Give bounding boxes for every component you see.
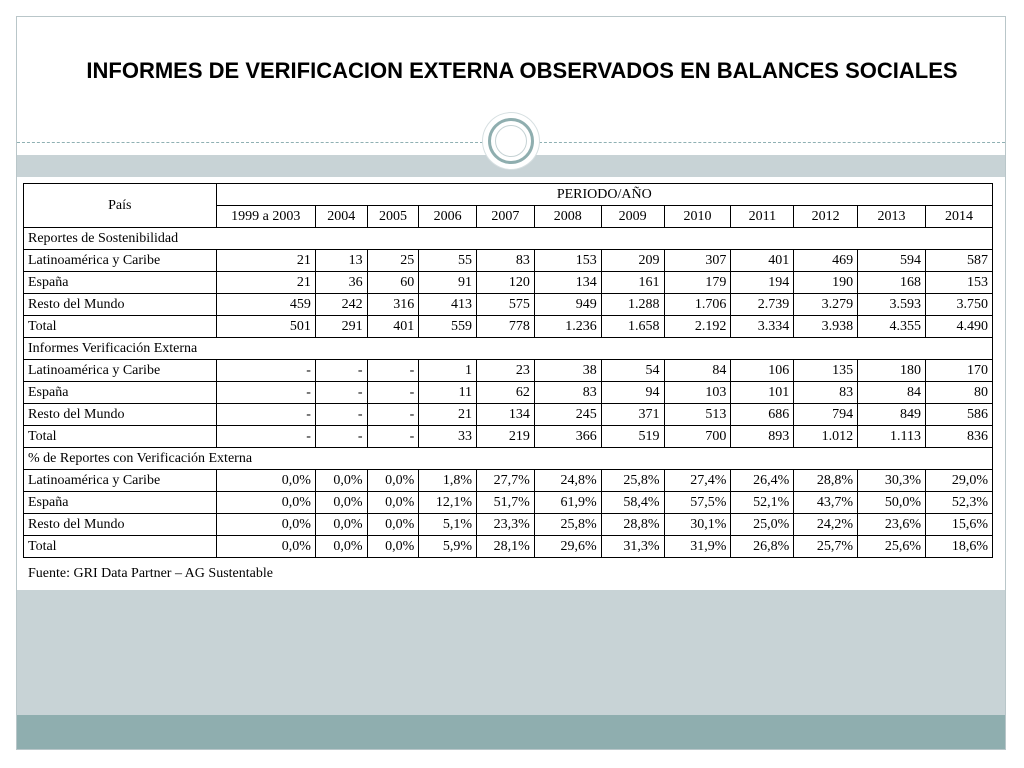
table-cell: 153 bbox=[926, 272, 993, 294]
country-column-header: País bbox=[24, 184, 217, 228]
row-label: Resto del Mundo bbox=[24, 294, 217, 316]
table-cell: 84 bbox=[858, 382, 926, 404]
table-cell: 194 bbox=[731, 272, 794, 294]
table-cell: 31,9% bbox=[664, 536, 731, 558]
table-cell: 91 bbox=[419, 272, 477, 294]
table-cell: 501 bbox=[216, 316, 315, 338]
table-cell: 180 bbox=[858, 360, 926, 382]
section-row bbox=[24, 448, 993, 470]
year-header: 2009 bbox=[601, 206, 664, 228]
table-cell: 0,0% bbox=[367, 470, 419, 492]
data-table bbox=[23, 183, 993, 558]
table-cell: 61,9% bbox=[534, 492, 601, 514]
table-cell: 1.288 bbox=[601, 294, 664, 316]
table-cell: 18,6% bbox=[926, 536, 993, 558]
table-cell: 52,1% bbox=[731, 492, 794, 514]
table-cell: 43,7% bbox=[794, 492, 858, 514]
section-row bbox=[24, 228, 993, 250]
table-cell: 29,0% bbox=[926, 470, 993, 492]
header-row-period bbox=[24, 184, 993, 206]
table-cell: 3.750 bbox=[926, 294, 993, 316]
table-cell: 0,0% bbox=[367, 492, 419, 514]
table-cell: 5,9% bbox=[419, 536, 477, 558]
table-cell: 949 bbox=[534, 294, 601, 316]
table-cell: 21 bbox=[216, 272, 315, 294]
year-header: 2008 bbox=[534, 206, 601, 228]
section-title: Informes Verificación Externa bbox=[24, 338, 993, 360]
table-cell: 3.593 bbox=[858, 294, 926, 316]
table-row bbox=[24, 316, 993, 338]
table-cell: 0,0% bbox=[315, 514, 367, 536]
year-header: 2012 bbox=[794, 206, 858, 228]
row-label: Total bbox=[24, 536, 217, 558]
table-cell: 26,8% bbox=[731, 536, 794, 558]
table-cell: 3.334 bbox=[731, 316, 794, 338]
table-cell: 11 bbox=[419, 382, 477, 404]
footer-band bbox=[17, 715, 1005, 749]
table-cell: - bbox=[315, 382, 367, 404]
lower-band bbox=[17, 590, 1005, 715]
table-cell: - bbox=[367, 360, 419, 382]
table-cell: 0,0% bbox=[315, 492, 367, 514]
row-label: España bbox=[24, 382, 217, 404]
table-cell: 50,0% bbox=[858, 492, 926, 514]
table-cell: 469 bbox=[794, 250, 858, 272]
table-cell: 161 bbox=[601, 272, 664, 294]
table-cell: - bbox=[216, 360, 315, 382]
table-cell: 27,7% bbox=[477, 470, 535, 492]
table-cell: 4.355 bbox=[858, 316, 926, 338]
table-cell: 23,6% bbox=[858, 514, 926, 536]
table-cell: 26,4% bbox=[731, 470, 794, 492]
table-cell: - bbox=[216, 404, 315, 426]
table-cell: - bbox=[315, 426, 367, 448]
table-cell: 15,6% bbox=[926, 514, 993, 536]
table-cell: 21 bbox=[216, 250, 315, 272]
table-cell: 371 bbox=[601, 404, 664, 426]
table-cell: - bbox=[315, 360, 367, 382]
table-cell: 25,0% bbox=[731, 514, 794, 536]
table-cell: 27,4% bbox=[664, 470, 731, 492]
table-cell: 25,6% bbox=[858, 536, 926, 558]
table-cell: 316 bbox=[367, 294, 419, 316]
table-cell: 25,7% bbox=[794, 536, 858, 558]
decorative-ring-icon bbox=[488, 118, 534, 164]
table-cell: 38 bbox=[534, 360, 601, 382]
table-cell: 134 bbox=[534, 272, 601, 294]
table-cell: 190 bbox=[794, 272, 858, 294]
table-cell: 594 bbox=[858, 250, 926, 272]
table-row bbox=[24, 404, 993, 426]
section-title: % de Reportes con Verificación Externa bbox=[24, 448, 993, 470]
section-row bbox=[24, 338, 993, 360]
table-cell: 2.192 bbox=[664, 316, 731, 338]
source-note: Fuente: GRI Data Partner – AG Sustentable bbox=[28, 566, 273, 581]
year-header: 1999 a 2003 bbox=[216, 206, 315, 228]
table-cell: 54 bbox=[601, 360, 664, 382]
table-cell: 0,0% bbox=[367, 536, 419, 558]
table-cell: 700 bbox=[664, 426, 731, 448]
table-cell: - bbox=[216, 382, 315, 404]
table-cell: 1.012 bbox=[794, 426, 858, 448]
table-cell: 52,3% bbox=[926, 492, 993, 514]
table-cell: 134 bbox=[477, 404, 535, 426]
table-cell: 55 bbox=[419, 250, 477, 272]
year-header: 2014 bbox=[926, 206, 993, 228]
section-title: Reportes de Sostenibilidad bbox=[24, 228, 993, 250]
table-cell: 23 bbox=[477, 360, 535, 382]
table-cell: 778 bbox=[477, 316, 535, 338]
table-cell: 57,5% bbox=[664, 492, 731, 514]
table-cell: 106 bbox=[731, 360, 794, 382]
row-label: Resto del Mundo bbox=[24, 514, 217, 536]
divider-line-left bbox=[17, 142, 483, 143]
table-row bbox=[24, 272, 993, 294]
row-label: España bbox=[24, 492, 217, 514]
table-cell: 0,0% bbox=[367, 514, 419, 536]
table-cell: 519 bbox=[601, 426, 664, 448]
row-label: Total bbox=[24, 316, 217, 338]
table-row bbox=[24, 514, 993, 536]
table-cell: 291 bbox=[315, 316, 367, 338]
table-cell: 24,2% bbox=[794, 514, 858, 536]
table-cell: 168 bbox=[858, 272, 926, 294]
table-cell: 245 bbox=[534, 404, 601, 426]
year-header: 2004 bbox=[315, 206, 367, 228]
period-header: PERIODO/AÑO bbox=[216, 184, 992, 206]
table-row bbox=[24, 250, 993, 272]
table-cell: 836 bbox=[926, 426, 993, 448]
table-cell: 0,0% bbox=[315, 536, 367, 558]
row-label: Latinoamérica y Caribe bbox=[24, 250, 217, 272]
table-cell: 413 bbox=[419, 294, 477, 316]
table-cell: 1.113 bbox=[858, 426, 926, 448]
table-cell: 101 bbox=[731, 382, 794, 404]
divider-line-right bbox=[539, 142, 1005, 143]
table-row bbox=[24, 426, 993, 448]
year-header: 2005 bbox=[367, 206, 419, 228]
table-cell: - bbox=[367, 382, 419, 404]
table-cell: 25 bbox=[367, 250, 419, 272]
table-cell: 5,1% bbox=[419, 514, 477, 536]
table-row bbox=[24, 294, 993, 316]
table-cell: 24,8% bbox=[534, 470, 601, 492]
table-cell: 686 bbox=[731, 404, 794, 426]
table-cell: 60 bbox=[367, 272, 419, 294]
row-label: Latinoamérica y Caribe bbox=[24, 470, 217, 492]
table-cell: 28,1% bbox=[477, 536, 535, 558]
table-cell: 31,3% bbox=[601, 536, 664, 558]
table-cell: 25,8% bbox=[534, 514, 601, 536]
table-cell: 2.739 bbox=[731, 294, 794, 316]
table-cell: 103 bbox=[664, 382, 731, 404]
table-cell: 0,0% bbox=[315, 470, 367, 492]
table-cell: 3.938 bbox=[794, 316, 858, 338]
table-cell: 242 bbox=[315, 294, 367, 316]
table-cell: 83 bbox=[534, 382, 601, 404]
table-cell: 587 bbox=[926, 250, 993, 272]
table-cell: 459 bbox=[216, 294, 315, 316]
table-cell: 3.279 bbox=[794, 294, 858, 316]
table-cell: 21 bbox=[419, 404, 477, 426]
table-cell: 94 bbox=[601, 382, 664, 404]
row-label: Latinoamérica y Caribe bbox=[24, 360, 217, 382]
table-cell: 575 bbox=[477, 294, 535, 316]
table-cell: 307 bbox=[664, 250, 731, 272]
table-cell: 28,8% bbox=[601, 514, 664, 536]
row-label: Resto del Mundo bbox=[24, 404, 217, 426]
slide-title-text: INFORMES DE VERIFICACION EXTERNA OBSERVADOS EN BALANCES SOCIALES bbox=[86, 58, 958, 83]
table-cell: 1.706 bbox=[664, 294, 731, 316]
table-cell: 179 bbox=[664, 272, 731, 294]
table-cell: 209 bbox=[601, 250, 664, 272]
table-row bbox=[24, 382, 993, 404]
table-cell: 28,8% bbox=[794, 470, 858, 492]
year-header: 2011 bbox=[731, 206, 794, 228]
table-cell: 0,0% bbox=[216, 514, 315, 536]
table-cell: 893 bbox=[731, 426, 794, 448]
table-row bbox=[24, 536, 993, 558]
table-cell: 219 bbox=[477, 426, 535, 448]
table-cell: 849 bbox=[858, 404, 926, 426]
table-cell: - bbox=[216, 426, 315, 448]
table-cell: 0,0% bbox=[216, 536, 315, 558]
table-cell: 83 bbox=[477, 250, 535, 272]
table-cell: 153 bbox=[534, 250, 601, 272]
table-cell: 0,0% bbox=[216, 470, 315, 492]
table-cell: 401 bbox=[367, 316, 419, 338]
table-cell: 84 bbox=[664, 360, 731, 382]
table-cell: 58,4% bbox=[601, 492, 664, 514]
year-header: 2006 bbox=[419, 206, 477, 228]
table-cell: 1 bbox=[419, 360, 477, 382]
table-cell: 120 bbox=[477, 272, 535, 294]
table-cell: 366 bbox=[534, 426, 601, 448]
table-cell: 170 bbox=[926, 360, 993, 382]
row-label: Total bbox=[24, 426, 217, 448]
table-panel bbox=[17, 177, 1005, 590]
year-header: 2013 bbox=[858, 206, 926, 228]
table-cell: 36 bbox=[315, 272, 367, 294]
table-cell: 401 bbox=[731, 250, 794, 272]
slide-title bbox=[0, 58, 1024, 84]
table-cell: 559 bbox=[419, 316, 477, 338]
table-cell: 794 bbox=[794, 404, 858, 426]
table-cell: 23,3% bbox=[477, 514, 535, 536]
year-header: 2010 bbox=[664, 206, 731, 228]
table-cell: 80 bbox=[926, 382, 993, 404]
table-cell: 51,7% bbox=[477, 492, 535, 514]
table-cell: 1.658 bbox=[601, 316, 664, 338]
table-cell: 30,1% bbox=[664, 514, 731, 536]
table-cell: 513 bbox=[664, 404, 731, 426]
table-row bbox=[24, 470, 993, 492]
table-cell: 30,3% bbox=[858, 470, 926, 492]
row-label: España bbox=[24, 272, 217, 294]
table-cell: 586 bbox=[926, 404, 993, 426]
table-cell: 83 bbox=[794, 382, 858, 404]
table-cell: 12,1% bbox=[419, 492, 477, 514]
year-header: 2007 bbox=[477, 206, 535, 228]
table-row bbox=[24, 360, 993, 382]
table-cell: - bbox=[367, 426, 419, 448]
table-cell: 33 bbox=[419, 426, 477, 448]
table-cell: 4.490 bbox=[926, 316, 993, 338]
table-cell: - bbox=[315, 404, 367, 426]
table-cell: 135 bbox=[794, 360, 858, 382]
table-cell: 1.236 bbox=[534, 316, 601, 338]
table-cell: 62 bbox=[477, 382, 535, 404]
table-cell: 13 bbox=[315, 250, 367, 272]
table-cell: 1,8% bbox=[419, 470, 477, 492]
table-row bbox=[24, 492, 993, 514]
table-cell: 29,6% bbox=[534, 536, 601, 558]
table-cell: - bbox=[367, 404, 419, 426]
table-cell: 25,8% bbox=[601, 470, 664, 492]
table-cell: 0,0% bbox=[216, 492, 315, 514]
